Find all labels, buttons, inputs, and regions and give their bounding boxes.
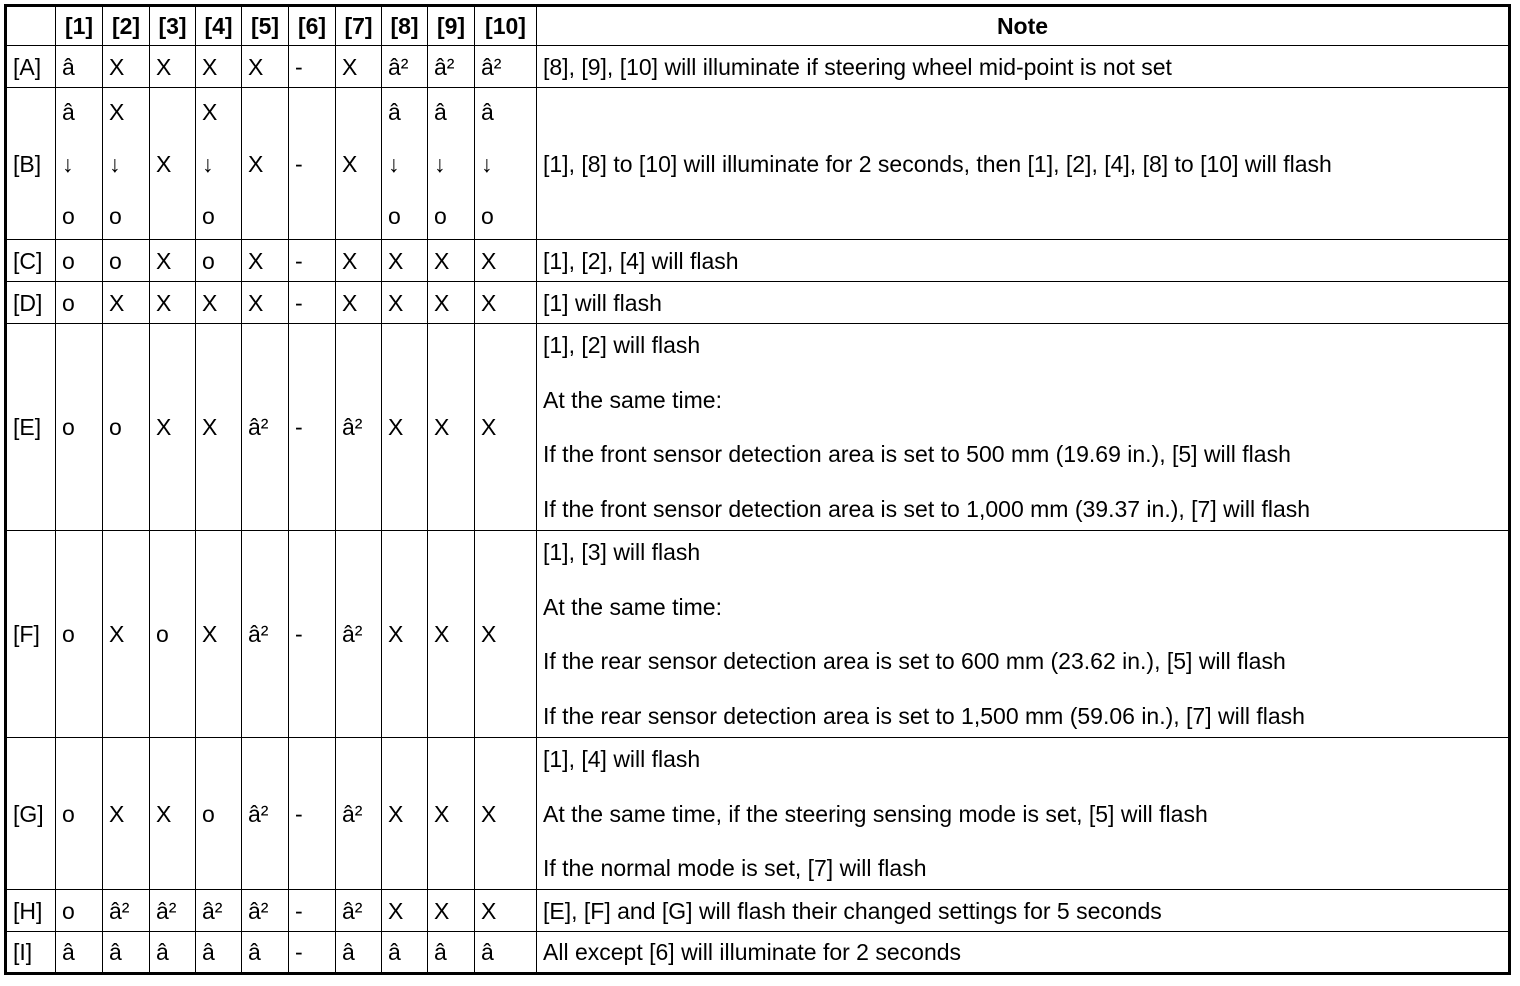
indicator-cell: [103, 88, 150, 240]
indicator-cell: X: [475, 890, 537, 932]
note-cell: [537, 324, 1510, 531]
row-label: [F]: [6, 531, 56, 738]
row-label: [I]: [6, 932, 56, 974]
indicator-cell: X: [382, 282, 428, 324]
state-transition: [434, 95, 474, 233]
indicator-cell: -: [289, 88, 336, 240]
table-row: [6, 932, 1510, 974]
note-cell: [537, 932, 1510, 974]
state-symbol: X: [109, 98, 125, 125]
note-cell: [537, 88, 1510, 240]
indicator-cell: X: [428, 282, 475, 324]
indicator-cell: X: [382, 531, 428, 738]
indicator-cell: X: [196, 531, 242, 738]
indicator-cell: â: [428, 932, 475, 974]
indicator-cell: X: [428, 240, 475, 282]
table-row: [6, 88, 1510, 240]
note-cell: [537, 890, 1510, 932]
indicator-cell: [475, 88, 537, 240]
note-line: [1], [8] to [10] will illuminate for 2 seconds, then [1], [2], [4], [8] to [10] will flash: [543, 150, 1332, 177]
state-symbol: â: [481, 98, 494, 125]
indicator-cell: X: [428, 890, 475, 932]
table-row: [6, 240, 1510, 282]
indicator-cell: X: [196, 282, 242, 324]
indicator-cell: â: [382, 932, 428, 974]
indicator-cell: X: [150, 88, 196, 240]
note-cell: [537, 282, 1510, 324]
indicator-cell: X: [196, 324, 242, 531]
indicator-cell: -: [289, 240, 336, 282]
note-line: At the same time, if the steering sensing mode is set, [5] will flash: [543, 800, 1208, 827]
indicator-cell: â²: [336, 890, 382, 932]
row-label: [D]: [6, 282, 56, 324]
indicator-cell: X: [382, 240, 428, 282]
note-line: [1] will flash: [543, 289, 662, 316]
indicator-cell: X: [242, 282, 289, 324]
indicator-cell: â²: [242, 738, 289, 890]
down-arrow-icon: ↓: [109, 150, 121, 177]
indicator-cell: X: [242, 240, 289, 282]
indicator-cell: X: [150, 240, 196, 282]
table-row: [6, 282, 1510, 324]
table-body: [6, 46, 1510, 974]
note-line: If the front sensor detection area is set to 1,000 mm (39.37 in.), [7] will flash: [543, 495, 1311, 522]
row-label: [E]: [6, 324, 56, 531]
indicator-cell: X: [336, 282, 382, 324]
indicator-cell: â²: [336, 531, 382, 738]
indicator-cell: X: [336, 46, 382, 88]
indicator-cell: â: [475, 932, 537, 974]
indicator-cell: o: [56, 324, 103, 531]
indicator-cell: X: [150, 738, 196, 890]
indicator-cell: â²: [382, 46, 428, 88]
indicator-cell: â²: [475, 46, 537, 88]
header-indicator-9: [9]: [428, 6, 475, 46]
row-label: [C]: [6, 240, 56, 282]
state-symbol: â: [62, 98, 75, 125]
indicator-cell: â²: [242, 890, 289, 932]
state-symbol: â: [388, 98, 401, 125]
indicator-cell: X: [150, 324, 196, 531]
header-corner-cell: [6, 6, 56, 46]
indicator-cell: o: [196, 738, 242, 890]
indicator-cell: â: [242, 932, 289, 974]
state-symbol: o: [109, 202, 122, 229]
indicator-cell: X: [242, 46, 289, 88]
indicator-cell: [382, 88, 428, 240]
table-row: [6, 531, 1510, 738]
note-line: If the front sensor detection area is set to 500 mm (19.69 in.), [5] will flash: [543, 441, 1291, 468]
indicator-cell: X: [428, 531, 475, 738]
indicator-cell: â²: [242, 531, 289, 738]
indicator-cell: X: [103, 738, 150, 890]
indicator-cell: â: [336, 932, 382, 974]
indicator-cell: X: [475, 531, 537, 738]
note-cell: [537, 738, 1510, 890]
row-label: [H]: [6, 890, 56, 932]
indicator-table-container: [4, 4, 1511, 975]
note-line: At the same time:: [543, 593, 722, 620]
table-header-row: [6, 6, 1510, 46]
note-line: [1], [2] will flash: [543, 332, 701, 359]
down-arrow-icon: ↓: [388, 150, 400, 177]
note-line: All except [6] will illuminate for 2 seconds: [543, 939, 962, 965]
indicator-cell: â: [150, 932, 196, 974]
indicator-cell: â²: [242, 324, 289, 531]
row-label: [A]: [6, 46, 56, 88]
state-transition: [202, 95, 241, 233]
indicator-cell: X: [475, 282, 537, 324]
indicator-cell: o: [56, 282, 103, 324]
note-line: [E], [F] and [G] will flash their changed settings for 5 seconds: [543, 897, 1162, 924]
state-transition: [109, 95, 149, 233]
table-row: [6, 324, 1510, 531]
indicator-cell: o: [56, 240, 103, 282]
indicator-cell: X: [242, 88, 289, 240]
indicator-cell: X: [475, 738, 537, 890]
state-symbol: X: [202, 98, 218, 125]
indicator-cell: -: [289, 738, 336, 890]
indicator-cell: â: [56, 46, 103, 88]
state-symbol: o: [62, 202, 75, 229]
state-transition: [388, 95, 427, 233]
indicator-cell: X: [428, 324, 475, 531]
note-line: If the normal mode is set, [7] will flash: [543, 855, 927, 881]
note-cell: [537, 46, 1510, 88]
note-line: At the same time:: [543, 386, 722, 413]
indicator-cell: â: [196, 932, 242, 974]
header-indicator-10: [10]: [475, 6, 537, 46]
indicator-cell: â²: [428, 46, 475, 88]
indicator-cell: -: [289, 46, 336, 88]
header-indicator-7: [7]: [336, 6, 382, 46]
indicator-cell: [56, 88, 103, 240]
down-arrow-icon: ↓: [434, 150, 446, 177]
indicator-cell: -: [289, 890, 336, 932]
indicator-cell: X: [475, 240, 537, 282]
indicator-cell: X: [196, 46, 242, 88]
state-symbol: o: [434, 202, 447, 229]
row-label: [G]: [6, 738, 56, 890]
indicator-cell: X: [336, 88, 382, 240]
header-indicator-1: [1]: [56, 6, 103, 46]
indicator-cell: X: [150, 46, 196, 88]
indicator-cell: X: [150, 282, 196, 324]
indicator-cell: o: [196, 240, 242, 282]
down-arrow-icon: ↓: [62, 150, 74, 177]
down-arrow-icon: ↓: [481, 150, 493, 177]
indicator-cell: o: [103, 240, 150, 282]
indicator-cell: X: [103, 46, 150, 88]
table-row: [6, 738, 1510, 890]
indicator-cell: X: [382, 890, 428, 932]
header-indicator-5: [5]: [242, 6, 289, 46]
down-arrow-icon: ↓: [202, 150, 214, 177]
note-line: [1], [4] will flash: [543, 746, 701, 772]
state-symbol: o: [481, 202, 494, 229]
indicator-status-table: [4, 4, 1511, 975]
indicator-cell: â: [56, 932, 103, 974]
state-symbol: o: [388, 202, 401, 229]
note-line: [8], [9], [10] will illuminate if steering wheel mid-point is not set: [543, 53, 1172, 80]
indicator-cell: X: [336, 240, 382, 282]
indicator-cell: â: [103, 932, 150, 974]
indicator-cell: â²: [150, 890, 196, 932]
header-indicator-6: [6]: [289, 6, 336, 46]
indicator-cell: o: [56, 890, 103, 932]
indicator-cell: [196, 88, 242, 240]
note-line: [1], [2], [4] will flash: [543, 247, 739, 274]
header-indicator-3: [3]: [150, 6, 196, 46]
state-transition: [62, 95, 102, 233]
indicator-cell: [428, 88, 475, 240]
indicator-cell: -: [289, 531, 336, 738]
indicator-cell: X: [382, 738, 428, 890]
indicator-cell: X: [103, 282, 150, 324]
header-indicator-2: [2]: [103, 6, 150, 46]
indicator-cell: X: [382, 324, 428, 531]
indicator-cell: o: [56, 531, 103, 738]
indicator-cell: o: [56, 738, 103, 890]
indicator-cell: -: [289, 324, 336, 531]
state-transition: [481, 95, 536, 233]
indicator-cell: â²: [336, 324, 382, 531]
note-line: [1], [3] will flash: [543, 539, 701, 566]
note-cell: [537, 531, 1510, 738]
header-indicator-8: [8]: [382, 6, 428, 46]
state-symbol: â: [434, 98, 447, 125]
header-note: Note: [537, 6, 1510, 46]
indicator-cell: o: [103, 324, 150, 531]
row-label: [B]: [6, 88, 56, 240]
note-cell: [537, 240, 1510, 282]
state-symbol: o: [202, 202, 215, 229]
indicator-cell: â²: [196, 890, 242, 932]
indicator-cell: -: [289, 282, 336, 324]
indicator-cell: X: [103, 531, 150, 738]
indicator-cell: X: [428, 738, 475, 890]
header-indicator-4: [4]: [196, 6, 242, 46]
table-row: [6, 890, 1510, 932]
indicator-cell: â²: [103, 890, 150, 932]
note-line: If the rear sensor detection area is set to 600 mm (23.62 in.), [5] will flash: [543, 648, 1286, 675]
indicator-cell: â²: [336, 738, 382, 890]
note-line: If the rear sensor detection area is set to 1,500 mm (59.06 in.), [7] will flash: [543, 702, 1305, 729]
indicator-cell: X: [475, 324, 537, 531]
indicator-cell: o: [150, 531, 196, 738]
indicator-cell: -: [289, 932, 336, 974]
table-row: [6, 46, 1510, 88]
